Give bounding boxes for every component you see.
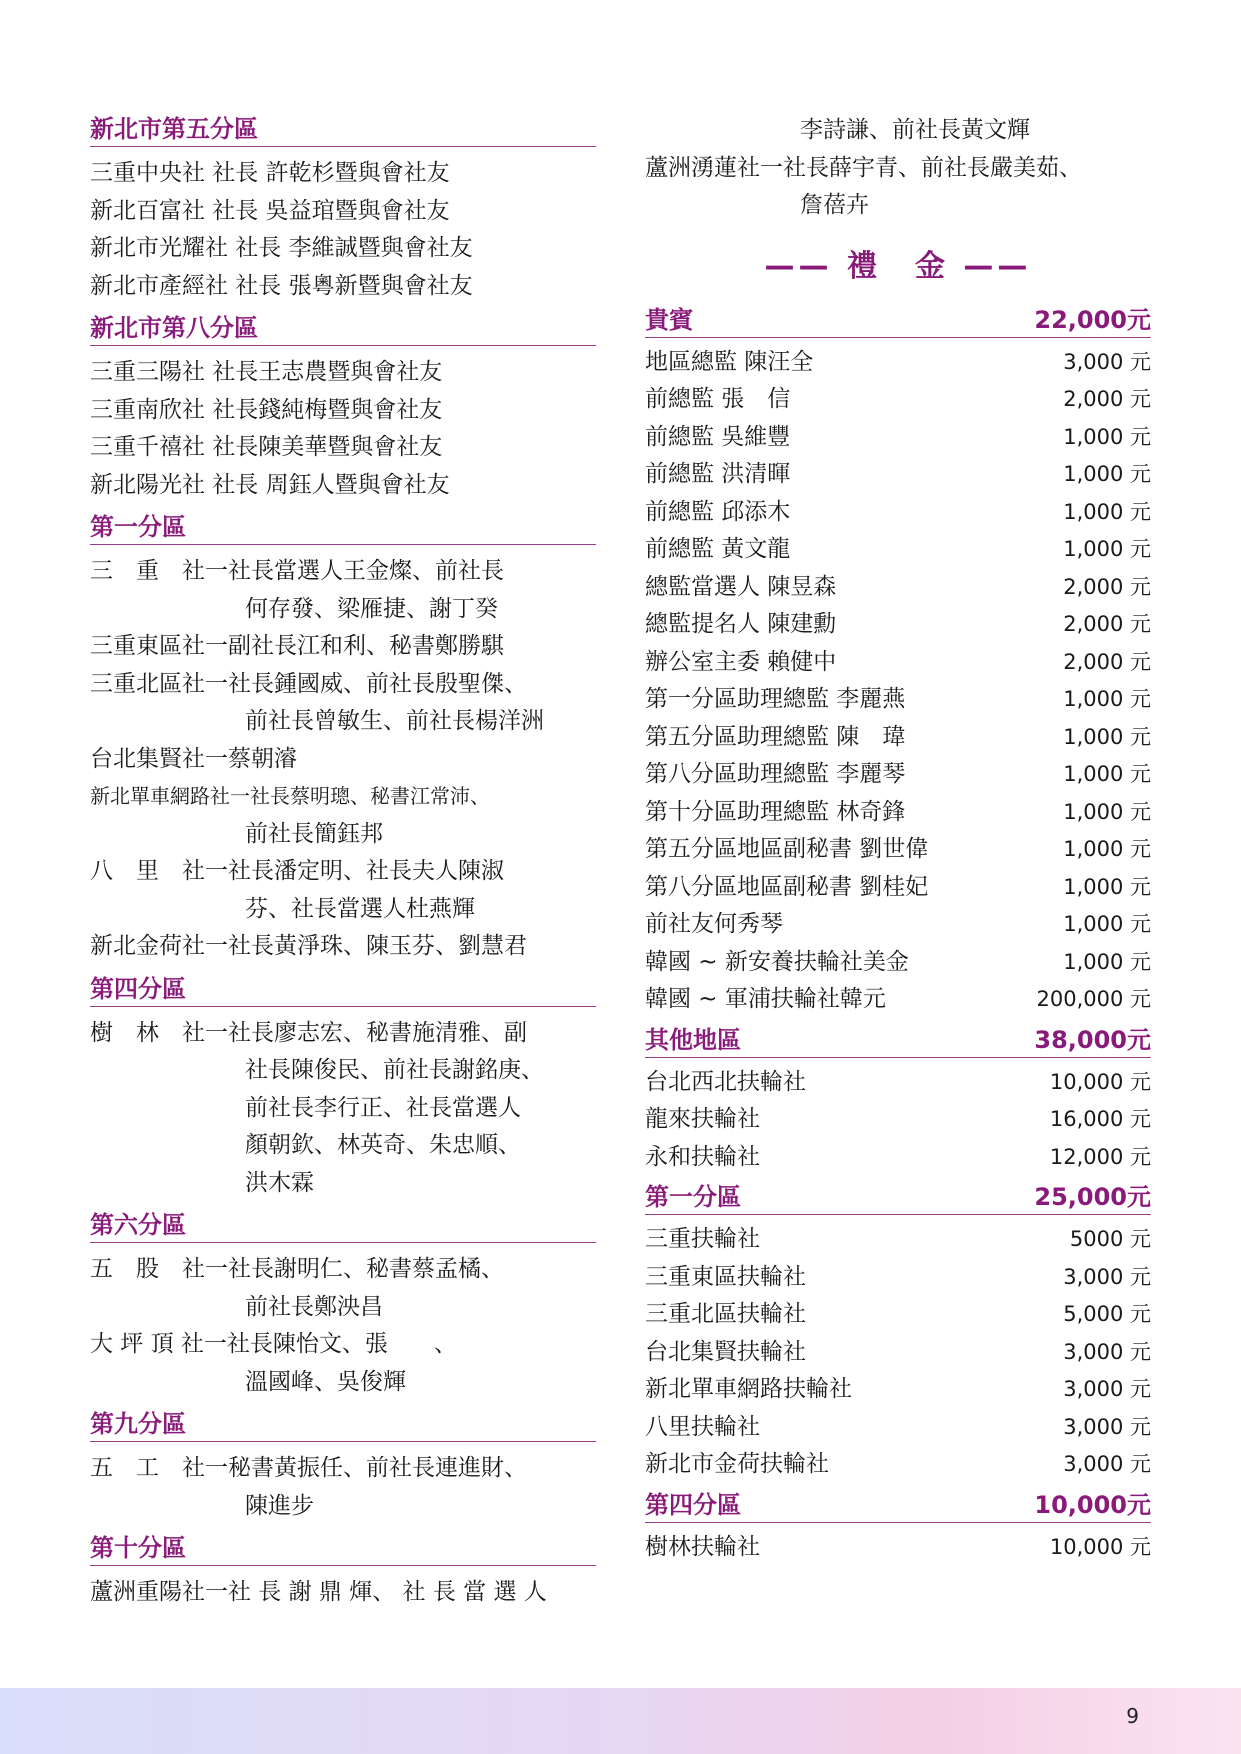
gift-amount: 16,000 元 (1049, 1107, 1151, 1131)
gift-donor: 前社友何秀琴 (645, 911, 783, 937)
gift-donor: 第八分區助理總監 李麗琴 (645, 761, 906, 787)
attendee-line: 陳進步 (245, 1492, 314, 1519)
gift-amount: 2,000 元 (1063, 612, 1151, 636)
gift-donor: 前總監 邱添木 (645, 498, 791, 525)
section-area-10 (90, 1531, 596, 1612)
attendee-line: 前社長鄭泱昌 (245, 1293, 383, 1320)
gift-donor: 前總監 吳維豐 (645, 423, 791, 450)
attendee-line: 新北市光耀社 社長 李維誠暨與會社友 (90, 235, 473, 261)
gift-donor: 八里扶輪社 (645, 1413, 760, 1440)
attendee-line: 洪木霖 (245, 1169, 314, 1196)
gift-group-header (645, 1488, 1151, 1523)
gift-amount: 12,000 元 (1049, 1144, 1151, 1169)
gift-amount: 1,000 元 (1063, 949, 1151, 974)
gift-donor: 前總監 黃文龍 (645, 536, 791, 562)
gift-donor: 三重扶輪社 (645, 1226, 760, 1252)
gift-row (645, 756, 1151, 794)
gift-group-header (645, 1023, 1151, 1058)
attendee-line: 三重三陽社 社長王志農暨與會社友 (90, 359, 443, 385)
gift-amount: 3,000 元 (1063, 1377, 1151, 1401)
gift-row (645, 1334, 1151, 1372)
attendee-line: 蘆洲重陽社一社 長 謝 鼎 煇、 社 長 當 選 人 (90, 1579, 547, 1605)
gift-donor: 地區總監 陳汪全 (645, 348, 814, 375)
gift-group-name: 其他地區 (645, 1025, 741, 1054)
gift-donor: 新北單車網路扶輪社 (645, 1376, 852, 1402)
attendee-line: 新北百富社 社長 吳益琯暨與會社友 (90, 197, 450, 224)
gift-row (645, 456, 1151, 494)
gift-group-total: 38,000元 (1034, 1025, 1151, 1054)
gift-group-area-4 (645, 1488, 1151, 1567)
attendee-line: 蘆洲湧蓮社一社長薛宇青、前社長嚴美茹、 (645, 154, 1082, 181)
section-area-1 (90, 510, 596, 966)
gift-donor: 第五分區助理總監 陳 瑋 (645, 723, 906, 750)
gift-row (645, 1529, 1151, 1567)
section-district-5 (90, 112, 596, 305)
page-footer-band (0, 1688, 1241, 1754)
gift-amount: 1,000 元 (1063, 762, 1151, 786)
section-header: 第四分區 (90, 972, 596, 1007)
gift-donor: 辦公室主委 賴健中 (645, 648, 837, 675)
gift-amount: 5,000 元 (1063, 1302, 1151, 1326)
gift-amount: 1,000 元 (1063, 499, 1151, 524)
gift-group-total: 25,000元 (1034, 1183, 1151, 1211)
gift-amount: 1,000 元 (1063, 912, 1151, 936)
gift-group-total: 22,000元 (1034, 305, 1151, 334)
gift-money-title: —— 禮 金 —— (764, 248, 1032, 284)
gift-row (645, 1371, 1151, 1409)
gift-group-vip (645, 303, 1151, 1019)
gift-donor: 前總監 洪清暉 (645, 461, 791, 487)
gift-row (645, 1221, 1151, 1259)
attendee-line: 新北市產經社 社長 張粵新暨與會社友 (90, 272, 473, 299)
gift-amount: 1,000 元 (1063, 687, 1151, 711)
attendee-line: 社長陳俊民、前社長謝銘庚、 (245, 1057, 544, 1083)
gift-amount: 10,000 元 (1049, 1534, 1151, 1559)
gift-amount: 1,000 元 (1063, 462, 1151, 486)
gift-donor: 新北市金荷扶輪社 (645, 1451, 829, 1477)
gift-donor: 第十分區助理總監 林奇鋒 (645, 798, 906, 825)
attendee-line: 新北陽光社 社長 周鈺人暨與會社友 (90, 471, 450, 498)
attendee-line: 三重中央社 社長 許乾杉暨與會社友 (90, 160, 450, 186)
gift-donor: 第一分區助理總監 李麗燕 (645, 686, 906, 712)
attendee-line: 前社長簡鈺邦 (245, 820, 383, 847)
gift-group-header (645, 303, 1151, 338)
gift-row (645, 906, 1151, 944)
gift-amount: 3,000 元 (1063, 349, 1151, 374)
gift-donor: 永和扶輪社 (645, 1143, 760, 1170)
gift-row (645, 606, 1151, 644)
gift-row (645, 831, 1151, 869)
gift-group-name: 第四分區 (645, 1490, 741, 1519)
gift-row (645, 381, 1151, 419)
section-header: 新北市第八分區 (90, 311, 596, 346)
gift-donor: 第五分區地區副秘書 劉世偉 (645, 836, 929, 862)
gift-row (645, 1296, 1151, 1334)
attendee-line: 三重千禧社 社長陳美華暨與會社友 (90, 434, 443, 460)
gift-row (645, 1064, 1151, 1102)
attendee-line: 三重南欣社 社長錢純梅暨與會社友 (90, 396, 443, 423)
gift-amount: 3,000 元 (1063, 1264, 1151, 1289)
section-header: 第一分區 (90, 510, 596, 545)
gift-donor: 龍來扶輪社 (645, 1106, 760, 1132)
gift-amount: 1,000 元 (1063, 537, 1151, 561)
attendee-line: 前社長李行正、社長當選人 (245, 1094, 521, 1121)
gift-group-other-districts (645, 1023, 1151, 1177)
gift-group-header (645, 1180, 1151, 1215)
attendee-line: 芬、社長當選人杜燕輝 (245, 895, 475, 922)
gift-amount: 10,000 元 (1049, 1069, 1151, 1094)
section-area-9 (90, 1407, 596, 1525)
gift-amount: 5000 元 (1069, 1227, 1151, 1251)
attendee-line: 三 重 社一社長當選人王金燦、前社長 (90, 558, 504, 584)
gift-row (645, 719, 1151, 757)
gift-row (645, 344, 1151, 382)
section-district-8 (90, 311, 596, 504)
gift-row (645, 869, 1151, 907)
section-area-4 (90, 972, 596, 1203)
attendee-line: 五 工 社一秘書黃振任、前社長連進財、 (90, 1455, 527, 1481)
attendee-line: 何存發、梁雁捷、謝丁癸 (245, 595, 498, 622)
attendee-line: 溫國峰、吳俊輝 (245, 1368, 406, 1395)
gift-amount: 2,000 元 (1063, 387, 1151, 411)
section-area-6 (90, 1208, 596, 1401)
gift-row (645, 1101, 1151, 1139)
gift-amount: 3,000 元 (1063, 1414, 1151, 1439)
gift-row (645, 1259, 1151, 1297)
right-column (645, 112, 1151, 1566)
gift-amount: 2,000 元 (1063, 649, 1151, 674)
attendee-line: 顏朝欽、林英奇、朱忠順、 (245, 1132, 521, 1158)
gift-amount: 1,000 元 (1063, 799, 1151, 824)
section-header: 第九分區 (90, 1407, 596, 1442)
gift-donor: 第八分區地區副秘書 劉桂妃 (645, 873, 929, 900)
gift-donor: 三重北區扶輪社 (645, 1301, 806, 1327)
gift-row (645, 1446, 1151, 1484)
gift-amount: 1,000 元 (1063, 874, 1151, 899)
gift-group-name: 貴賓 (645, 305, 693, 334)
gift-donor: 韓國 ~ 軍浦扶輪社韓元 (645, 986, 886, 1012)
gift-donor: 台北西北扶輪社 (645, 1068, 806, 1095)
attendee-line: 樹 林 社一社長廖志宏、秘書施清雅、副 (90, 1019, 527, 1046)
gift-amount: 3,000 元 (1063, 1452, 1151, 1476)
page-number: 9 (1126, 1704, 1139, 1728)
gift-row (645, 494, 1151, 532)
attendee-line: 李詩謙、前社長黃文輝 (800, 117, 1030, 143)
gift-donor: 三重東區扶輪社 (645, 1263, 806, 1290)
gift-amount: 1,000 元 (1063, 424, 1151, 449)
attendee-line: 大 坪 頂 社一社長陳怡文、張 、 (90, 1331, 457, 1357)
gift-donor: 總監當選人 陳昱森 (645, 573, 837, 600)
gift-row (645, 944, 1151, 982)
section-header: 新北市第五分區 (90, 112, 596, 147)
attendee-line: 台北集賢社一蔡朝濬 (90, 745, 297, 772)
gift-donor: 台北集賢扶輪社 (645, 1338, 806, 1365)
gift-donor: 前總監 張 信 (645, 386, 791, 412)
gift-row (645, 419, 1151, 457)
gift-row (645, 681, 1151, 719)
gift-amount: 1,000 元 (1063, 724, 1151, 749)
gift-row (645, 1139, 1151, 1177)
attendee-line: 三重北區社一社長鍾國威、前社長殷聖傑、 (90, 670, 527, 697)
attendee-line: 八 里 社一社長潘定明、社長夫人陳淑 (90, 858, 504, 884)
gift-group-area-1 (645, 1180, 1151, 1484)
gift-amount: 200,000 元 (1036, 987, 1151, 1011)
gift-donor: 樹林扶輪社 (645, 1533, 760, 1560)
left-column (90, 112, 596, 1612)
attendee-line: 新北金荷社一社長黃淨珠、陳玉芬、劉慧君 (90, 933, 527, 959)
gift-donor: 韓國 ~ 新安養扶輪社美金 (645, 948, 909, 975)
gift-row (645, 794, 1151, 832)
gift-row (645, 531, 1151, 569)
continued-attendees (645, 112, 1151, 225)
gift-amount: 1,000 元 (1063, 837, 1151, 861)
attendee-line: 前社長曾敏生、前社長楊洋洲 (245, 708, 544, 734)
gift-amount: 3,000 元 (1063, 1339, 1151, 1364)
attendee-line: 新北單車網路社一社長蔡明璁、秘書江常沛、 (90, 784, 490, 808)
gift-row (645, 981, 1151, 1019)
section-header: 第十分區 (90, 1531, 596, 1566)
gift-group-total: 10,000元 (1034, 1490, 1151, 1519)
gift-row (645, 1409, 1151, 1447)
section-header: 第六分區 (90, 1208, 596, 1243)
gift-amount: 2,000 元 (1063, 574, 1151, 599)
attendee-line: 五 股 社一社長謝明仁、秘書蔡孟橘、 (90, 1256, 504, 1282)
attendee-line: 詹蓓卉 (800, 192, 869, 218)
gift-row (645, 644, 1151, 682)
attendee-line: 三重東區社一副社長江和利、秘書鄭勝騏 (90, 633, 504, 659)
gift-row (645, 569, 1151, 607)
gift-donor: 總監提名人 陳建勳 (645, 611, 837, 637)
gift-group-name: 第一分區 (645, 1183, 741, 1211)
